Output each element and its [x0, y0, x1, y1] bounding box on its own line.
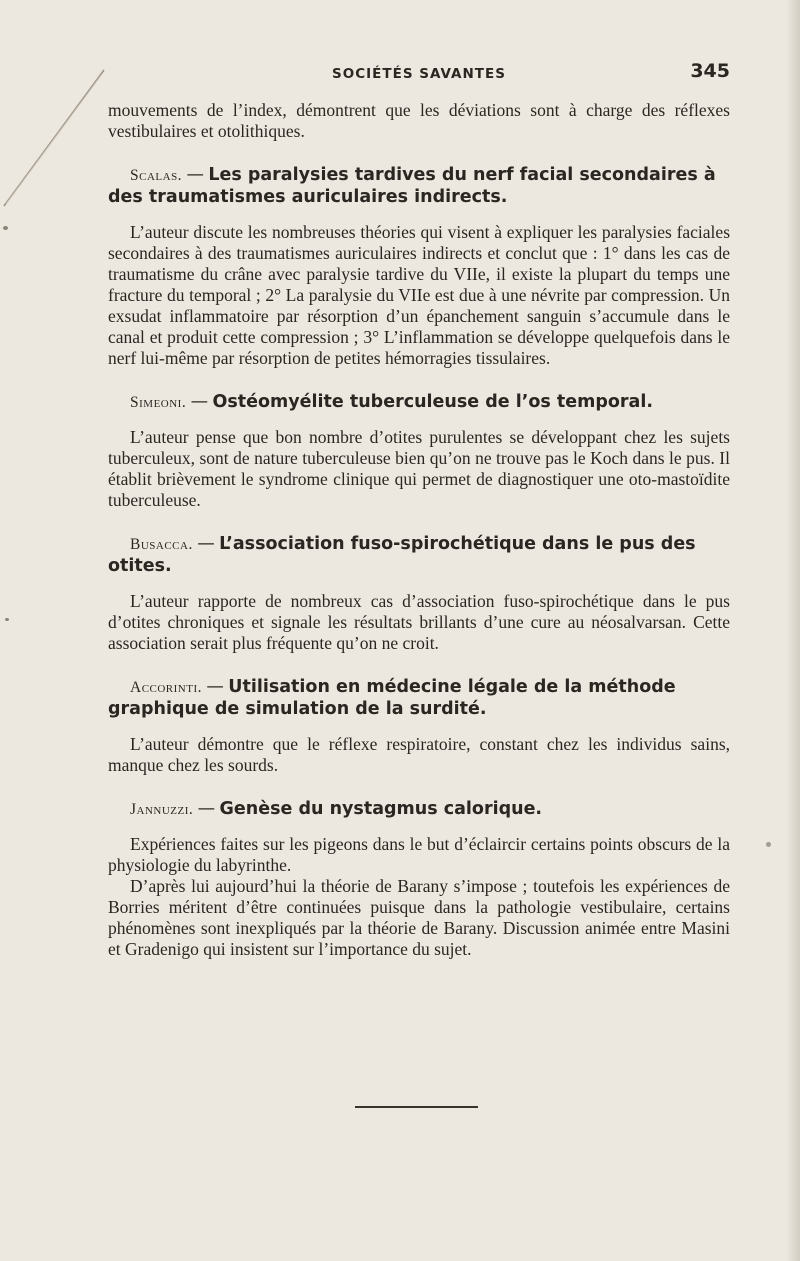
entry-dash: —: [186, 165, 204, 185]
entry-accorinti: [108, 676, 730, 776]
entry-author: Jannuzzi.: [130, 801, 194, 818]
entry-simeoni: [108, 391, 730, 511]
end-rule: [355, 1106, 478, 1108]
margin-speck: [5, 618, 9, 621]
intro-paragraph: mouvements de l’index, démontrent que les déviations sont à charge des réflexes vestibulaires et otolithiques.: [108, 100, 730, 141]
entry-author: Busacca.: [130, 536, 193, 553]
entry-paragraph: L’auteur démontre que le réflexe respiratoire, constant chez les individus sains, manque chez les sourds.: [108, 734, 730, 775]
page-edge-shadow: [786, 0, 800, 1261]
entry-title: Ostéomyélite tuberculeuse de l’os temporal.: [212, 392, 654, 412]
entry-scalas: [108, 164, 730, 369]
page-header: [108, 60, 730, 88]
entry-author: Scalas.: [130, 167, 183, 184]
entry-dash: —: [206, 677, 224, 697]
entry-author: Simeoni.: [130, 394, 187, 411]
page-number: 345: [690, 60, 730, 82]
entry-jannuzzi: [108, 798, 730, 960]
entry-title: Genèse du nystagmus calorique.: [219, 799, 543, 819]
entry-paragraph: L’auteur pense que bon nombre d’otites purulentes se développant chez les sujets tuberculeux, sont de nature tuberculeuse bien qu’on ne trouve pas le Koch dans le pus. Il établit brièvement le syndrome clinique qui permet de diagnostiquer une oto-mastoïdite tuberculeuse.: [108, 427, 730, 510]
entry-heading: [108, 676, 730, 720]
margin-speck: [3, 226, 8, 230]
margin-speck: [766, 842, 771, 847]
entry-dash: —: [197, 534, 215, 554]
entry-busacca: [108, 533, 730, 654]
entry-title: Utilisation en médecine légale de la méthode graphique de simulation de la surdité.: [108, 677, 676, 719]
entry-author: Accorinti.: [130, 679, 203, 696]
entry-heading: [108, 533, 730, 577]
entry-heading: [108, 391, 730, 413]
entry-title: L’association fuso-spirochétique dans le pus des otites.: [108, 534, 696, 576]
entry-dash: —: [190, 392, 209, 412]
entry-heading: [108, 164, 730, 208]
entry-title: Les paralysies tardives du nerf facial secondaires à des traumatismes auriculaires indirects.: [108, 165, 716, 207]
page-body: [108, 100, 730, 960]
entry-dash: —: [197, 799, 216, 819]
entry-paragraph: L’auteur discute les nombreuses théories qui visent à expliquer les paralysies faciales secondaires à des traumatismes auriculaires indirects et conclut que : 1° dans les cas de traumatisme du crâne avec paralysie tardive du VIIe, il existe la plupart du temps une fracture du temporal ; 2° La paralysie du VIIe est due à une névrite par compression. Un exsudat inflammatoire par résorption d’un épanchement sanguin s’accumule dans le canal et produit cette compression ; 3° L’inflammation se développe quelquefois dans le nerf lui-même par résorption de petites hémorragies tissulaires.: [108, 222, 730, 368]
entry-paragraph: Expériences faites sur les pigeons dans le but d’éclaircir certains points obscurs de la physiologie du labyrinthe.: [108, 834, 730, 875]
entry-paragraph: D’après lui aujourd’hui la théorie de Barany s’impose ; toutefois les expériences de Borries méritent d’être continuées puisque dans la pathologie vestibulaire, certains phénomènes sont inexpliqués par la théorie de Barany. Discussion animée entre Masini et Gradenigo qui insistent sur l’importance du sujet.: [108, 876, 730, 959]
entry-paragraph: L’auteur rapporte de nombreux cas d’association fuso-spirochétique dans le pus d’otites chroniques et signale les résultats brillants d’une cure au néosalvarsan. Cette association serait plus fréquente qu’on ne croit.: [108, 591, 730, 653]
paper-fold-mark: [0, 0, 120, 240]
entry-heading: [108, 798, 730, 820]
running-head: SOCIÉTÉS SAVANTES: [332, 66, 506, 82]
